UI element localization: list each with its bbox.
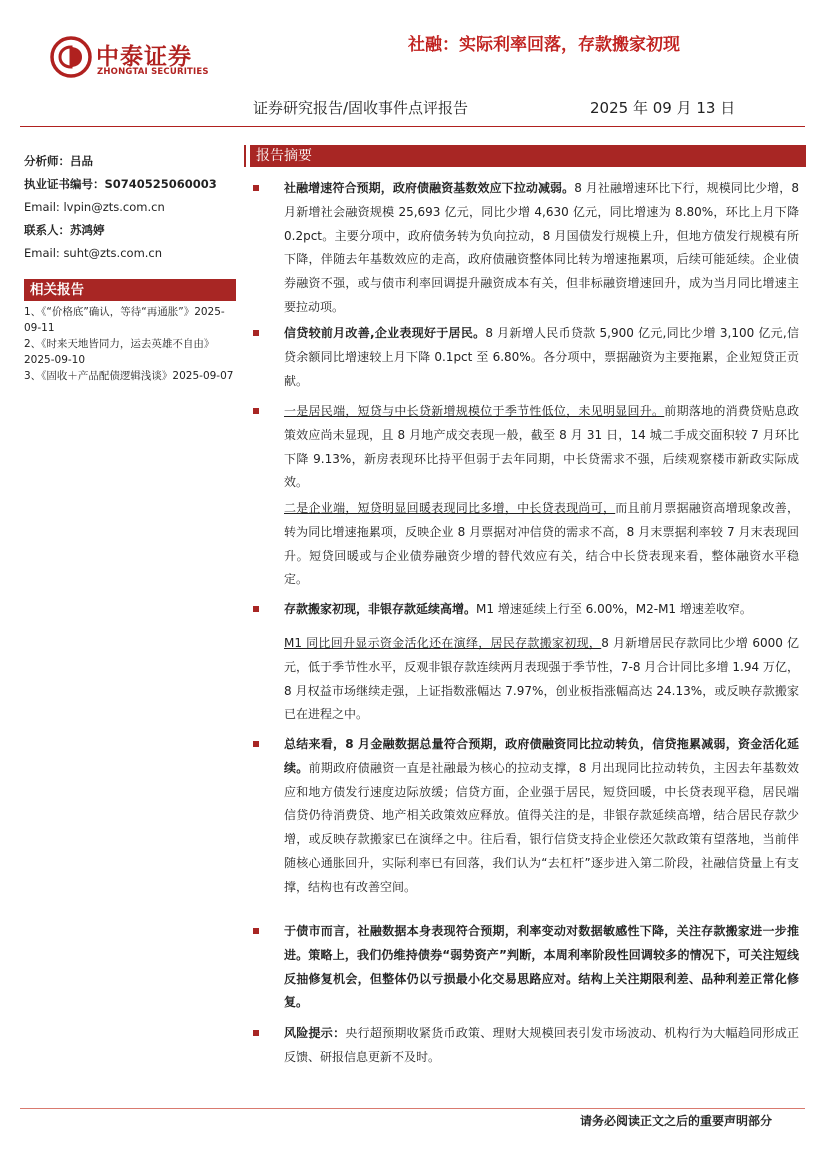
email-row-2 bbox=[24, 242, 236, 265]
analyst-label: 分析师： bbox=[24, 154, 70, 168]
analyst-row bbox=[24, 150, 236, 173]
paragraph-lead: M1 同比回升显示资金活化还在演绎，居民存款搬家初现， bbox=[284, 636, 602, 650]
email-label: Email: bbox=[24, 200, 64, 214]
paragraph-text: 8 月新增居民存款同比少增 6000 亿元，低于季节性水平，反观非银存款连续两月表现强于季节性，7-8 月合计同比多增 1.94 万亿，8 月权益市场继续走强，上证指数涨幅达 7.97%，创业板指涨幅高达 24.13%，或反映存款搬家已在进程之中。 bbox=[284, 636, 799, 722]
paragraph-text: 央行超预期收紧货币政策、理财大规模回表引发市场波动、机构行为大幅趋同形成正反馈、研报信息更新不及时。 bbox=[284, 1026, 799, 1064]
footer-divider bbox=[20, 1108, 805, 1109]
related-report-link[interactable]: 3、《固收＋产品配债逻辑浅谈》2025-09-07 bbox=[24, 370, 234, 382]
cert-row bbox=[24, 173, 236, 196]
paragraph-lead: 信贷较前月改善,企业表现好于居民。 bbox=[284, 326, 486, 340]
bullet-icon bbox=[253, 606, 259, 612]
email-row-1 bbox=[24, 196, 236, 219]
summary-paragraph-5 bbox=[254, 598, 799, 622]
summary-heading: 报告摘要 bbox=[250, 145, 806, 167]
paragraph-text: 而且前月票据融资高增现象改善，转为同比增速拖累项，反映企业 8 月票据对冲信贷的需求不高，8 月末票据利率较 7 月末表现回升。短贷回暖或与企业债券融资少增的替代效应有关，结合中长贷表现来看，整体融资水平稳定。 bbox=[284, 501, 799, 587]
summary-paragraph-1 bbox=[254, 177, 799, 320]
logo-english-name: ZHONGTAI SECURITIES bbox=[97, 67, 209, 77]
paragraph-lead: 一是居民端，短贷与中长贷新增规模位于季节性低位，未见明显回升。 bbox=[284, 404, 665, 418]
risk-warning bbox=[254, 1022, 799, 1070]
cert-label: 执业证书编号： bbox=[24, 177, 105, 191]
bullet-icon bbox=[253, 330, 259, 336]
summary-paragraph-4 bbox=[254, 497, 799, 592]
paragraph-text: M1 增速延续上行至 6.00%，M2-M1 增速差收窄。 bbox=[476, 602, 752, 616]
bullet-icon bbox=[253, 741, 259, 747]
paragraph-lead: 于债市而言，社融数据本身表现符合预期，利率变动对数据敏感性下降，关注存款搬家进一步推进。策略上，我们仍维持债券“弱势资产”判断，本周利率阶段性回调较多的情况下，可关注短线反抽修复机会，但整体仍以亏损最小化交易思路应对。结构上关注期限利差、品种利差正常化修复。 bbox=[284, 924, 799, 1010]
summary-heading-marker bbox=[244, 145, 246, 167]
cert-number: S0740525060003 bbox=[104, 177, 217, 191]
logo-emblem-icon bbox=[50, 36, 92, 78]
summary-paragraph-2 bbox=[254, 322, 799, 393]
bullet-icon bbox=[253, 185, 259, 191]
email-link[interactable]: suht@zts.com.cn bbox=[63, 246, 163, 260]
report-date: 2025 年 09 月 13 日 bbox=[590, 99, 736, 117]
paragraph-lead: 存款搬家初现，非银存款延续高增。 bbox=[284, 602, 477, 616]
related-reports-list bbox=[24, 304, 236, 384]
related-report-link[interactable]: 2、《时来天地皆同力，运去英雄不自由》2025-09-10 bbox=[24, 338, 215, 366]
bullet-icon bbox=[253, 1030, 259, 1036]
bullet-icon bbox=[253, 928, 259, 934]
paragraph-text: 前期落地的消费贷贴息政策效应尚未显现，且 8 月地产成交表现一般，截至 8 月 31 日，14 城二手成交面积较 7 月环比下降 9.13%，新房表现环比持平但弱于去年同期，中长贷需求不强，后续观察楼市新政实际成效。 bbox=[284, 404, 799, 490]
header-divider bbox=[20, 126, 805, 127]
footer-disclaimer: 请务必阅读正文之后的重要声明部分 bbox=[579, 1114, 772, 1128]
paragraph-lead: 风险提示： bbox=[284, 1026, 346, 1040]
paragraph-text: 前期政府债融资一直是社融最为核心的拉动支撑，8 月出现同比拉动转负，主因去年基数效应和地方债发行速度边际放缓；信贷方面，企业强于居民，短贷回暖，中长贷表现平稳，居民端信贷仍待消费贷、地产相关政策效应释放。值得关注的是，非银存款延续高增，结合居民存款少增，或反映存款搬家已在演绎之中。往后看，银行信贷支持企业偿还欠款政策有望落地，当前伴随核心通胀回升，实际利率已有回落，我们认为“去杠杆”逐步进入第二阶段，社融信贷量上有支撑，结构也有改善空间。 bbox=[284, 760, 799, 894]
contact-row bbox=[24, 219, 236, 242]
related-report-link[interactable]: 1、《“价格底”确认，等待“再通胀”》2025-09-11 bbox=[24, 306, 225, 334]
email-label: Email: bbox=[24, 246, 64, 260]
analyst-name: 吕品 bbox=[70, 154, 93, 168]
report-type: 证券研究报告/固收事件点评报告 bbox=[253, 99, 469, 117]
contact-label: 联系人： bbox=[24, 223, 70, 237]
summary-paragraph-3 bbox=[254, 400, 799, 495]
paragraph-lead: 总结来看，8 月金融数据总量符合预期，政府债融资同比拉动转负，信贷拖累减弱，资金活化延续。 bbox=[284, 737, 799, 775]
summary-paragraph-8 bbox=[254, 920, 799, 1015]
related-reports-heading: 相关报告 bbox=[24, 279, 236, 301]
paragraph-text: 8 月新增人民币贷款 5,900 亿元,同比少增 3,100 亿元,信贷余额同比增速较上月下降 0.1pct 至 6.80%。各分项中，票据融资为主要拖累，企业短贷正贡献。 bbox=[284, 326, 800, 388]
contact-name: 苏鸿婷 bbox=[70, 223, 105, 237]
paragraph-lead: 二是企业端，短贷明显回暖表现同比多增，中长贷表现尚可， bbox=[284, 501, 616, 515]
bullet-icon bbox=[253, 408, 259, 414]
logo-chinese-name: 中泰证券 bbox=[96, 44, 192, 70]
left-sidebar bbox=[24, 150, 236, 384]
report-title: 社融：实际利率回落，存款搬家初现 bbox=[408, 35, 680, 55]
email-link[interactable]: lvpin@zts.com.cn bbox=[63, 200, 165, 214]
paragraph-text: 8 月社融增速环比下行，规模同比少增，8 月新增社会融资规模 25,693 亿元，同比少增 4,630 亿元，同比增速为 8.80%，环比上月下降 0.2pct。主要分项中，政府债务转为负向拉动，8 月国债发行规模上升，但地方债发行规模有所下降，伴随去年基数效应的走高，政府债融资整体同比转为增速拖累项，后续可能延续。企业债券融资不强，或与债市利率回调提升融资成本有关，但非标融资增速回升，成为当月同比增速主要拉动项。 bbox=[284, 181, 799, 314]
company-logo bbox=[50, 36, 220, 80]
summary-paragraph-6 bbox=[254, 632, 799, 727]
paragraph-lead: 社融增速符合预期，政府债融资基数效应下拉动减弱。 bbox=[284, 181, 575, 195]
summary-paragraph-7 bbox=[254, 733, 799, 900]
